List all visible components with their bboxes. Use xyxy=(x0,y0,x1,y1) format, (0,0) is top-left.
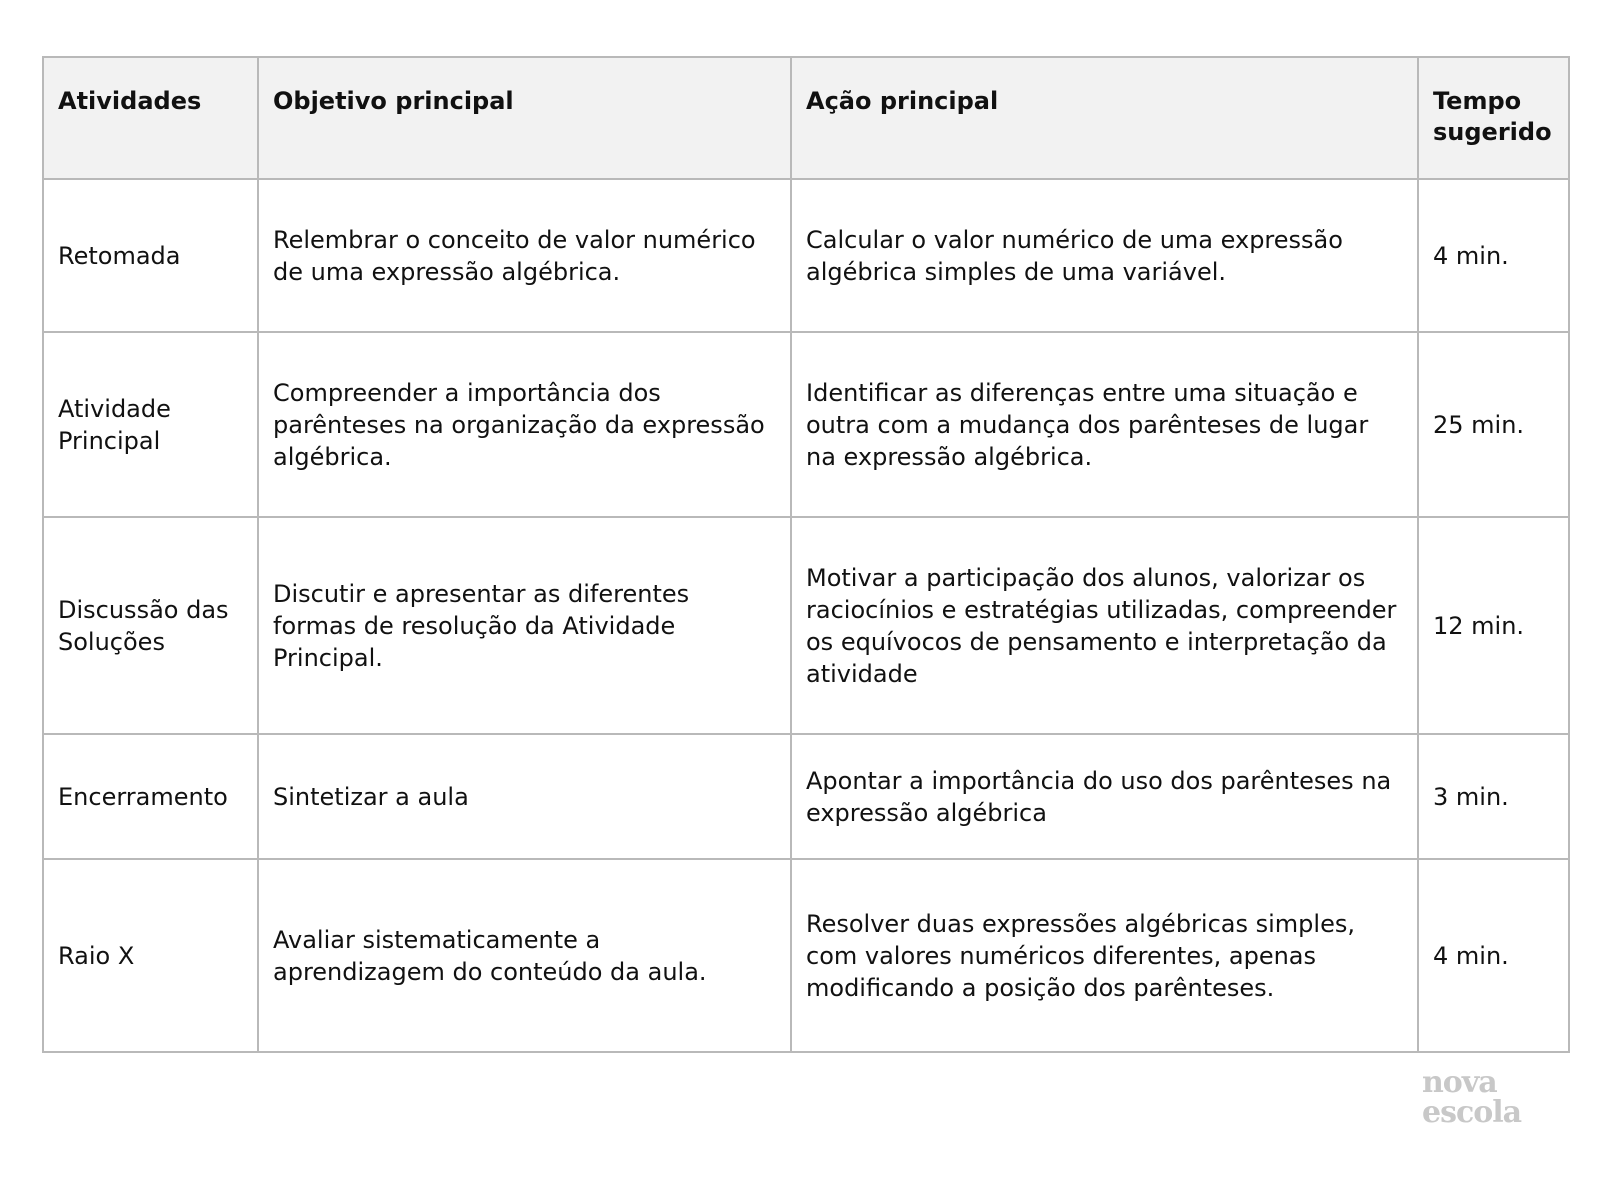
header-tempo: Tempo sugerido xyxy=(1418,57,1569,179)
cell-acao: Apontar a importância do uso dos parênteses na expressão algébrica xyxy=(791,734,1418,859)
cell-atividade: Discussão das Soluções xyxy=(43,517,258,734)
cell-tempo: 4 min. xyxy=(1418,179,1569,332)
table-row xyxy=(43,859,1569,1052)
cell-tempo: 3 min. xyxy=(1418,734,1569,859)
cell-objetivo: Avaliar sistematicamente a aprendizagem do conteúdo da aula. xyxy=(258,859,791,1052)
lesson-plan-table xyxy=(42,56,1570,1053)
cell-objetivo: Discutir e apresentar as diferentes formas de resolução da Atividade Principal. xyxy=(258,517,791,734)
header-acao: Ação principal xyxy=(791,57,1418,179)
cell-tempo: 25 min. xyxy=(1418,332,1569,517)
table-row xyxy=(43,332,1569,517)
header-atividades: Atividades xyxy=(43,57,258,179)
cell-atividade: Atividade Principal xyxy=(43,332,258,517)
table-row xyxy=(43,179,1569,332)
cell-acao: Calcular o valor numérico de uma expressão algébrica simples de uma variável. xyxy=(791,179,1418,332)
cell-tempo: 12 min. xyxy=(1418,517,1569,734)
cell-acao: Resolver duas expressões algébricas simples, com valores numéricos diferentes, apenas modificando a posição dos parênteses. xyxy=(791,859,1418,1052)
cell-atividade: Retomada xyxy=(43,179,258,332)
cell-objetivo: Relembrar o conceito de valor numérico de uma expressão algébrica. xyxy=(258,179,791,332)
cell-acao: Identificar as diferenças entre uma situação e outra com a mudança dos parênteses de lugar na expressão algébrica. xyxy=(791,332,1418,517)
header-objetivo: Objetivo principal xyxy=(258,57,791,179)
table-row xyxy=(43,517,1569,734)
logo-line-1: nova xyxy=(1422,1065,1497,1100)
cell-objetivo: Sintetizar a aula xyxy=(258,734,791,859)
table-row xyxy=(43,734,1569,859)
nova-escola-logo xyxy=(1422,1065,1522,1130)
cell-tempo: 4 min. xyxy=(1418,859,1569,1052)
logo-line-2: escola xyxy=(1422,1095,1522,1130)
table-header-row xyxy=(43,57,1569,179)
cell-atividade: Raio X xyxy=(43,859,258,1052)
cell-atividade: Encerramento xyxy=(43,734,258,859)
cell-acao: Motivar a participação dos alunos, valorizar os raciocínios e estratégias utilizadas, compreender os equívocos de pensamento e interpretação da atividade xyxy=(791,517,1418,734)
cell-objetivo: Compreender a importância dos parênteses na organização da expressão algébrica. xyxy=(258,332,791,517)
